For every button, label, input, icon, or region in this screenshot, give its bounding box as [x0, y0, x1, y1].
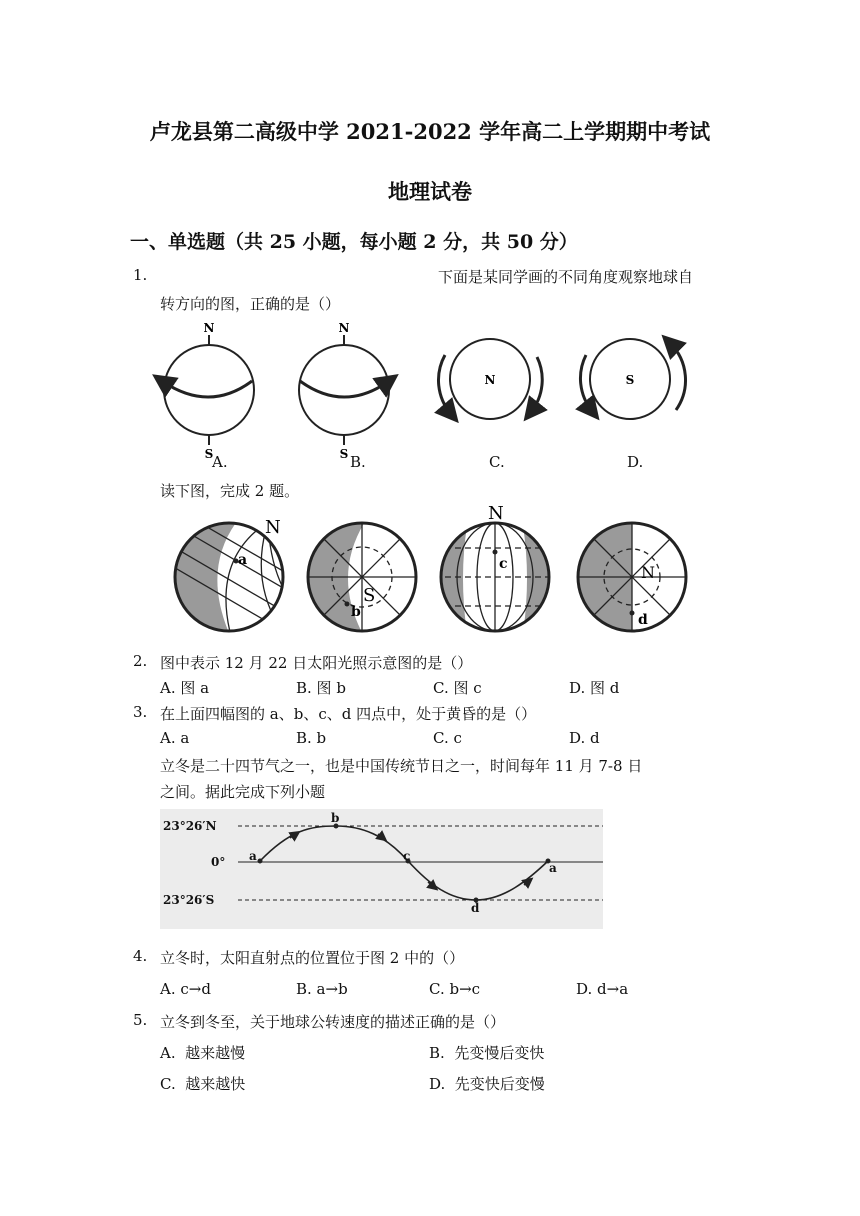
- q1-option-d: D.: [627, 453, 644, 471]
- q2-option-d: D. 图 d: [569, 679, 620, 697]
- q4-number: 4.: [133, 947, 148, 965]
- q3-option-d: D. d: [569, 729, 600, 747]
- globe-c-n: N: [488, 503, 504, 524]
- globe-d-n: N: [641, 563, 655, 582]
- fig3-point-b: b: [331, 811, 340, 825]
- q1-n-label-c: N: [484, 373, 496, 387]
- point-b: b: [351, 604, 361, 620]
- point-c: c: [499, 556, 508, 572]
- lat-south-label: 23°26′S: [163, 893, 215, 907]
- fig3-point-d: d: [471, 901, 480, 915]
- q4-text: 立冬时，太阳直射点的位置位于图 2 中的（）: [160, 949, 465, 967]
- q5-option-b: B. 先变慢后变快: [429, 1044, 545, 1062]
- q4-option-b: B. a→b: [296, 980, 348, 998]
- q1-text-line1: 下面是某同学画的不同角度观察地球自: [438, 268, 694, 286]
- q3-number: 3.: [133, 703, 148, 721]
- passage-line2: 之间。据此完成下列小题: [160, 783, 326, 801]
- q3-option-a: A. a: [160, 729, 190, 747]
- q1-option-a: A.: [212, 453, 228, 471]
- q5-option-a: A. 越来越慢: [160, 1044, 246, 1062]
- q1-text-line2: 转方向的图，正确的是（）: [160, 295, 341, 313]
- q1-s-label-b: S: [339, 447, 349, 461]
- q5-option-d: D. 先变快后变慢: [429, 1075, 545, 1093]
- page-subtitle: 地理试卷: [388, 179, 472, 204]
- q2-number: 2.: [133, 652, 148, 670]
- q1-s-label-d: S: [625, 373, 635, 387]
- q3-option-b: B. b: [296, 729, 327, 747]
- q1-n-label-b: N: [338, 321, 350, 335]
- q1-number: 1.: [133, 266, 148, 284]
- equator-label: 0°: [211, 855, 226, 869]
- point-a: a: [238, 552, 248, 568]
- q2-option-a: A. 图 a: [160, 679, 210, 697]
- q4-option-c: C. b→c: [429, 980, 481, 998]
- q2-text: 图中表示 12 月 22 日太阳光照示意图的是（）: [160, 654, 473, 672]
- fig3-point-c: c: [403, 849, 411, 863]
- q5-text: 立冬到冬至，关于地球公转速度的描述正确的是（）: [160, 1013, 506, 1031]
- globe-b-s: S: [363, 585, 376, 606]
- point-d: d: [638, 612, 648, 628]
- q1-option-b: B.: [350, 453, 366, 471]
- lat-north-label: 23°26′N: [163, 819, 217, 833]
- q1-n-label-a: N: [203, 321, 215, 335]
- q3-text: 在上面四幅图的 a、b、c、d 四点中，处于黄昏的是（）: [160, 705, 537, 723]
- fig3-point-a-start: a: [249, 849, 257, 863]
- q4-option-a: A. c→d: [160, 980, 211, 998]
- section-heading: 一、单选题（共 25 小题，每小题 2 分，共 50 分）: [130, 231, 578, 253]
- q1-option-c: C.: [489, 453, 505, 471]
- read-intro: 读下图，完成 2 题。: [160, 482, 300, 500]
- passage-line1: 立冬是二十四节气之一，也是中国传统节日之一，时间每年 11 月 7-8 日: [160, 757, 643, 775]
- q2-option-c: C. 图 c: [433, 679, 482, 697]
- q5-number: 5.: [133, 1011, 148, 1029]
- q3-option-c: C. c: [433, 729, 462, 747]
- globe-a-n: N: [265, 517, 281, 538]
- q2-option-b: B. 图 b: [296, 679, 346, 697]
- page-title: 卢龙县第二高级中学 2021-2022 学年高二上学期期中考试: [149, 119, 711, 144]
- fig3-point-a-end: a: [549, 861, 557, 875]
- q5-option-c: C. 越来越快: [160, 1075, 246, 1093]
- q1-s-label-a: S: [204, 447, 214, 461]
- q4-option-d: D. d→a: [576, 980, 629, 998]
